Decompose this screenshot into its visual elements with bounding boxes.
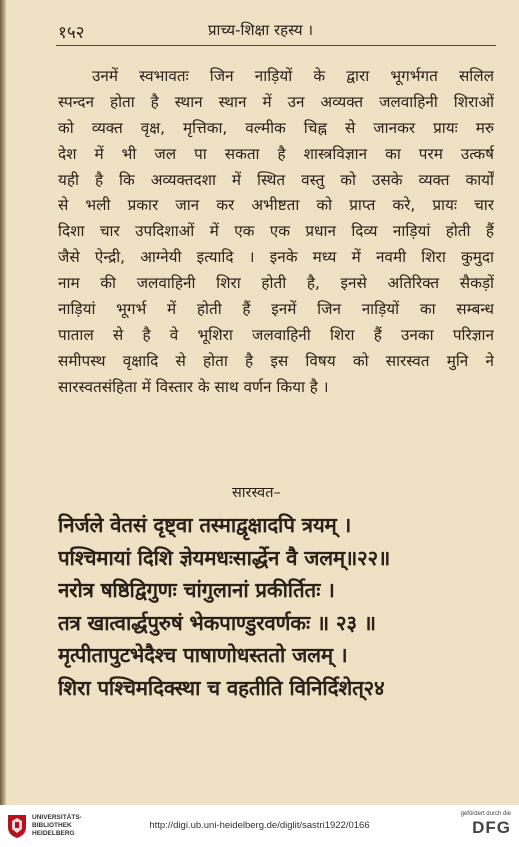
dfg-logo: DFG [472, 818, 511, 837]
page-binding-edge [0, 0, 6, 805]
library-name-line: HEIDELBERG [32, 830, 75, 837]
prose-line: उनमें स्वभावतः जिन नाड़ियों के द्वारा भूगर्भगत सलिल [92, 67, 494, 85]
prose-line: दिशा चार उपदिशाओं में एक एक प्रधान दिव्य नाड़ियां होती हैं [58, 222, 494, 241]
prose-line: जैसे ऐन्द्री, आग्नेयी इत्यादि । इनके मध्य में नवमी शिरा कुमुदा [58, 248, 494, 267]
library-name-line: BIBLIOTHEK [32, 822, 72, 829]
prose-line: से भली प्रकार जान कर अभीष्टता को प्राप्त करे, प्रायः चार [58, 196, 494, 215]
running-title: प्राच्य-शिक्षा रहस्य । [208, 21, 314, 39]
prose-paragraph [58, 64, 494, 401]
verse-line: तत्र खात्वार्द्धपुरुषं भेकपाण्डुरवर्णकः ॥ २३ ॥ [58, 610, 376, 635]
prose-line: नाम की जलवाहिनी शिरा होती है, इनसे अतिरिक्त सैकड़ों [58, 274, 494, 293]
prose-line: यही है कि अव्यक्तदशा में स्थित वस्तु को उसके व्यक्त कार्यों [58, 170, 494, 189]
verse-line: नरोत्र षष्ठिद्विगुणः चांगुलानां प्रकीर्तितः । [58, 578, 335, 602]
library-name-line: UNIVERSITÄTS- [32, 814, 82, 821]
verse-line: निर्जले वेतसं दृष्ट्वा तस्माद्वृक्षादपि त्रयम् । [58, 513, 352, 537]
section-label: सारस्वत– [232, 485, 281, 501]
funder-note: gefördert durch die [460, 811, 511, 817]
verse-line: पश्चिमायां दिशि ज्ञेयमधःसार्द्धेन वै जलम्॥२२॥ [58, 545, 391, 570]
running-head [58, 20, 479, 44]
page-number: १५२ [58, 23, 85, 43]
prose-line: को व्यक्त वृक्ष, मृत्तिका, वल्मीक चिह्न से जानकर प्रायः मरु [58, 118, 494, 137]
source-url-link[interactable]: http://digi.ub.uni-heidelberg.de/diglit/sastri1922/0166 [149, 820, 370, 831]
prose-line: सारस्वतसंहिता में विस्तार के साथ वर्णन किया है । [58, 377, 329, 396]
prose-line: स्पन्दन होता है स्थान स्थान में उन अव्यक्त जलवाहिनी शिराओं [58, 92, 494, 111]
header-rule [56, 45, 496, 46]
prose-line: देश में भी जल पा सकता है शास्त्रविज्ञान का परम उत्कर्ष [58, 144, 494, 163]
prose-line: नाड़ियां भूगर्भ में होती हैं इनमें जिन नाड़ियों का सम्बन्ध [58, 300, 494, 319]
funder-block [461, 811, 511, 838]
prose-line: पाताल से है वे भूशिरा जलवाहिनी शिरा हैं उनका परिज्ञान [58, 325, 494, 344]
verse-line: मृत्पीतापुटभेदैश्च पाषाणोधस्ततो जलम् । [58, 643, 348, 667]
verse-line: शिरा पश्चिमदिक्स्था च वहतीति विनिर्दिशेत्२४ [58, 675, 385, 700]
verse-block [58, 509, 498, 704]
viewer-footer [0, 805, 519, 847]
prose-line: समीपस्थ वृक्षादि से होता है इस विषय को सारस्वत मुनि ने [58, 351, 494, 370]
